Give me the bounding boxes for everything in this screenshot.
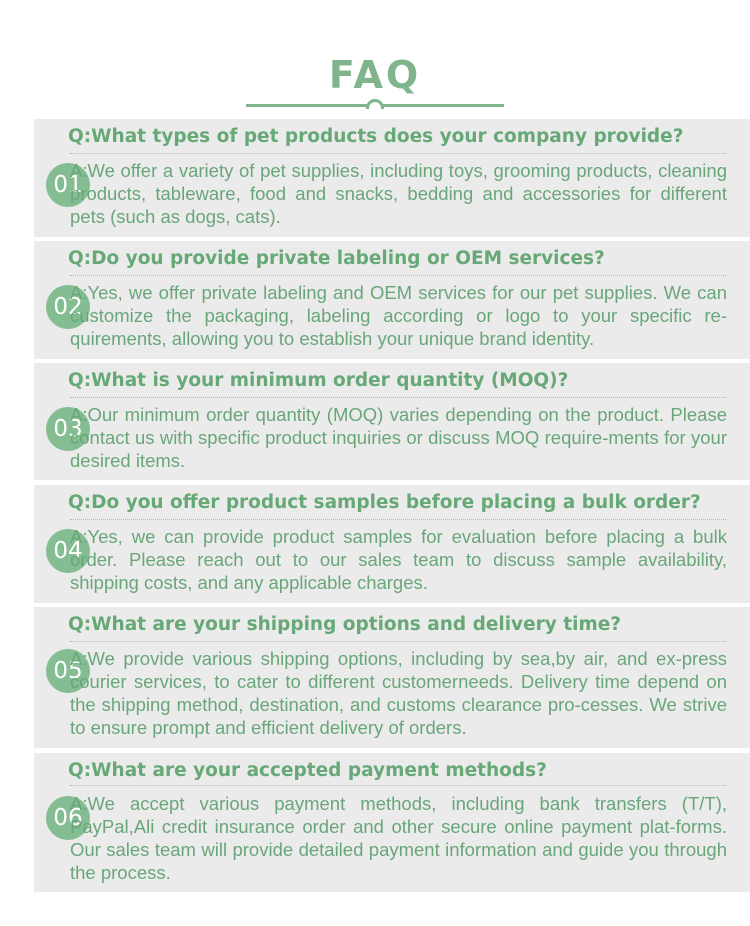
item-number-badge: 04: [46, 529, 90, 573]
faq-answer: A:We provide various shipping options, including by sea,by air, and ex-press courier services, to cater to different customerneeds. Delivery time depend on the shipping method, destination, and customs clearance pro-cesses. We strive to ensure prompt and efficient delivery of orders.: [70, 648, 727, 738]
question-divider: [70, 397, 726, 398]
question-divider: [70, 519, 726, 520]
faq-answer: A:Yes, we offer private labeling and OEM services for our pet supplies. We can customize the packaging, labeling according or logo to your specific re-quirements, allowing you to establish your unique brand identity.: [70, 282, 727, 349]
faq-item: [34, 753, 750, 892]
faq-answer: A:We offer a variety of pet supplies, including toys, grooming products, cleaning products, tableware, food and snacks, bedding and accessories for different pets (such as dogs, cats).: [70, 160, 727, 227]
faq-item: [34, 241, 750, 359]
faq-item: [34, 485, 750, 603]
faq-item: [34, 119, 750, 237]
item-number-badge: 06: [46, 796, 90, 840]
item-number-badge: 02: [46, 285, 90, 329]
faq-question: Q:What are your accepted payment methods?: [68, 760, 547, 781]
question-divider: [70, 641, 726, 642]
faq-question: Q:What types of pet products does your company provide?: [68, 126, 684, 147]
item-number-badge: 05: [46, 649, 90, 693]
faq-item: [34, 607, 750, 748]
faq-answer: A:We accept various payment methods, including bank transfers (T/T), PayPal,Ali credit insurance order and other secure online payment plat-forms. Our sales team will provide detailed payment information and guide you through the process.: [70, 793, 727, 883]
question-divider: [70, 785, 726, 786]
faq-item: [34, 363, 750, 480]
faq-answer: A:Yes, we can provide product samples for evaluation before placing a bulk order. Please reach out to our sales team to discuss sample availability, shipping costs, and any applicable charges.: [70, 526, 727, 593]
question-divider: [70, 153, 726, 154]
faq-question: Q:Do you provide private labeling or OEM services?: [68, 248, 605, 269]
faq-answer: A:Our minimum order quantity (MOQ) varies depending on the product. Please contact us with specific product inquiries or discuss MOQ require-ments for your desired items.: [70, 404, 727, 471]
item-number-badge: 01: [46, 163, 90, 207]
faq-question: Q:Do you offer product samples before placing a bulk order?: [68, 492, 701, 513]
faq-question: Q:What are your shipping options and delivery time?: [68, 614, 622, 635]
page-title: FAQ: [328, 53, 422, 97]
faq-question: Q:What is your minimum order quantity (MOQ)?: [68, 370, 569, 391]
question-divider: [70, 275, 726, 276]
item-number-badge: 03: [46, 407, 90, 451]
